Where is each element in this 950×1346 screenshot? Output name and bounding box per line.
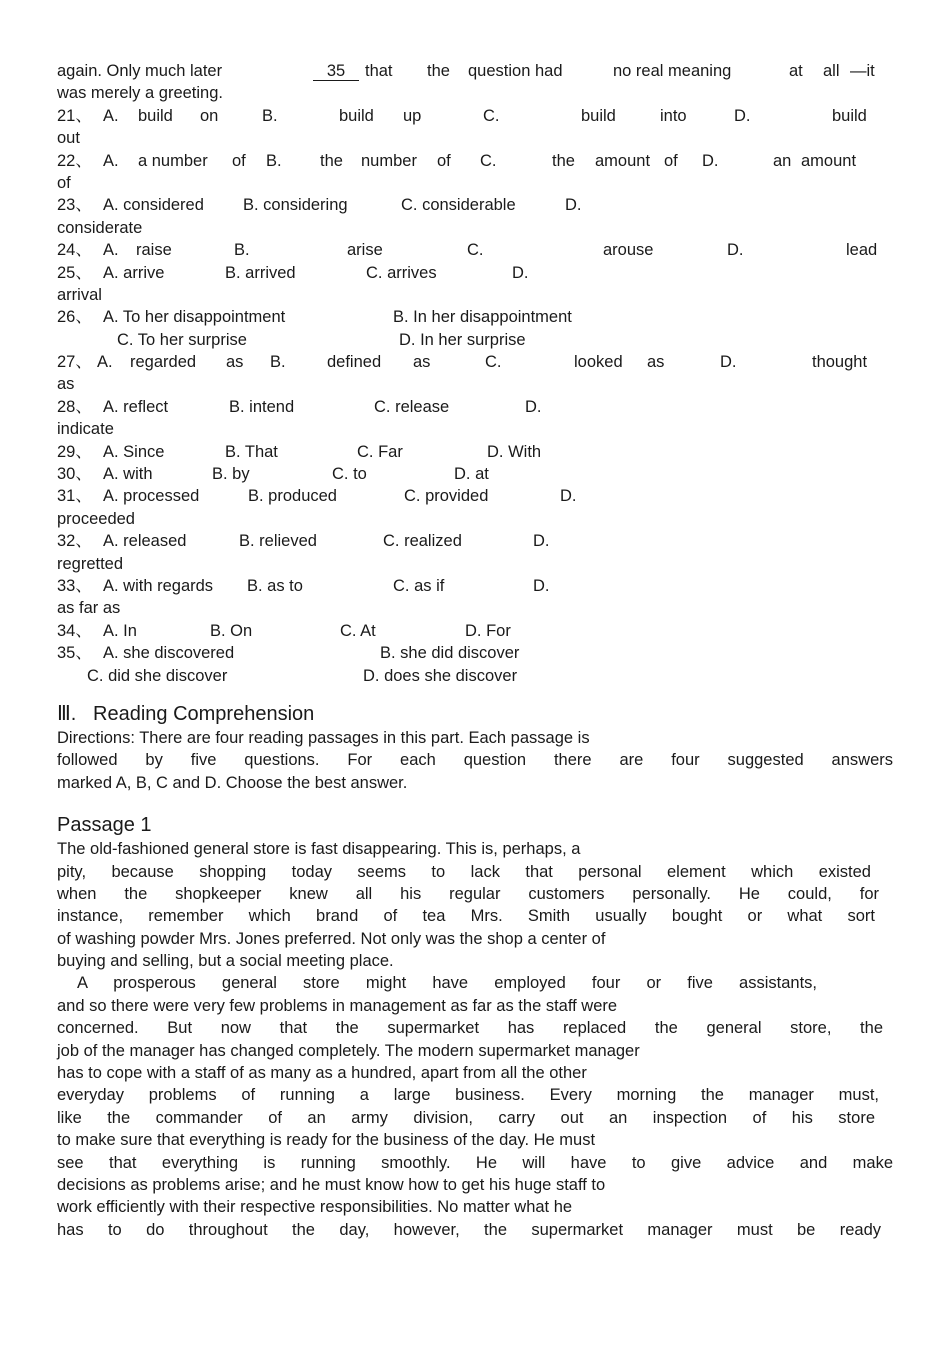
directions-line: Directions: There are four reading passages in this part. Each passage is (57, 728, 590, 747)
passage-line: and so there were very few problems in management as far as the staff were (57, 996, 618, 1015)
passage-line: buying and selling, but a social meeting place. (57, 952, 394, 971)
question-28-wrap: indicate (57, 420, 114, 439)
passage-line: instance, remember which brand of tea Mrs. Smith usually bought or what sort (57, 907, 875, 926)
cloze-text: —it (850, 62, 875, 80)
question-23: 23、 A. considered B. considering C. considerable D. (57, 196, 582, 215)
question-24: 24、 A. raise B. arise C. arouse D. lead (57, 241, 878, 260)
question-31: 31、 A. processed B. produced C. provided D. (57, 487, 577, 506)
question-25-wrap: arrival (57, 285, 102, 304)
passage-line: A prosperous general store might have employed four or five assistants, (77, 974, 817, 993)
document-page (57, 60, 893, 1241)
passage-line: has to do throughout the day, however, the supermarket manager must be ready (57, 1220, 881, 1239)
passage-line: to make sure that everything is ready for the business of the day. He must (57, 1131, 596, 1150)
passage-line: pity, because shopping today seems to lack that personal element which existed (57, 862, 871, 881)
question-23-wrap: considerate (57, 218, 143, 237)
question-22-wrap: of (57, 173, 71, 192)
passage-line: of washing powder Mrs. Jones preferred. Not only was the shop a center of (57, 929, 606, 948)
directions-line: marked A, B, C and D. Choose the best answer. (57, 773, 408, 792)
passage-line: The old-fashioned general store is fast disappearing. This is, perhaps, a (57, 840, 581, 859)
directions-line: followed by five questions. For each question there are four suggested answers (57, 751, 893, 770)
question-21: 21、 A. build on B. build up C. build into D. build (57, 106, 867, 125)
cloze-text: all (823, 62, 840, 80)
question-32: 32、 A. released B. relieved C. realized D. (57, 532, 550, 551)
question-27: 27、 A. regarded as B. defined as C. looked as D. thought (57, 353, 868, 372)
question-33-wrap: as far as (57, 599, 121, 618)
question-35-wrap: C. did she discover D. does she discover (87, 666, 518, 685)
passage-line: when the shopkeeper knew all his regular customers personally. He could, for (57, 884, 879, 903)
question-29: 29、 A. Since B. That C. Far D. With (57, 442, 542, 461)
passage-title: Passage 1 (57, 814, 152, 837)
passage-line: job of the manager has changed completely. The modern supermarket manager (57, 1041, 640, 1060)
question-28: 28、 A. reflect B. intend C. release D. (57, 397, 542, 416)
question-32-wrap: regretted (57, 554, 124, 573)
question-27-wrap: as (57, 375, 75, 394)
cloze-text: that (365, 62, 393, 80)
question-25: 25、 A. arrive B. arrived C. arrives D. (57, 263, 529, 282)
passage-line: concerned. But now that the supermarket has replaced the general store, the (57, 1019, 883, 1038)
passage-line: work efficiently with their respective responsibilities. No matter what he (57, 1198, 573, 1217)
cloze-text: no real meaning (613, 62, 732, 80)
question-34: 34、 A. In B. On C. At D. For (57, 621, 511, 640)
question-33: 33、 A. with regards B. as to C. as if D. (57, 576, 550, 595)
section-title: Ⅲ. Reading Comprehension (57, 702, 315, 725)
cloze-text: at (789, 62, 803, 80)
question-21-wrap: out (57, 129, 80, 148)
question-30: 30、 A. with B. by C. to D. at (57, 465, 489, 484)
cloze-text: question had (468, 62, 563, 80)
passage-line: decisions as problems arise; and he must know how to get his huge staff to (57, 1175, 606, 1194)
question-31-wrap: proceeded (57, 509, 135, 528)
blank-35: 35 (313, 62, 359, 81)
question-35: 35、 A. she discovered B. she did discover (57, 644, 520, 663)
passage-line: see that everything is running smoothly. He will have to give advice and make (57, 1153, 893, 1172)
question-26: 26、 A. To her disappointment B. In her disappointment (57, 308, 572, 327)
cloze-line-2: was merely a greeting. (57, 84, 223, 103)
passage-line: everyday problems of running a large business. Every morning the manager must, (57, 1086, 879, 1105)
cloze-line-1 (57, 60, 893, 82)
question-26-wrap: C. To her surprise D. In her surprise (117, 330, 526, 349)
cloze-text: again. Only much later (57, 62, 223, 80)
cloze-text: the (427, 62, 450, 80)
passage-line: has to cope with a staff of as many as a hundred, apart from all the other (57, 1064, 587, 1083)
passage-line: like the commander of an army division, carry out an inspection of his store (57, 1108, 875, 1127)
question-22: 22、 A. a number of B. the number of C. the amount of D. an amount (57, 151, 857, 170)
